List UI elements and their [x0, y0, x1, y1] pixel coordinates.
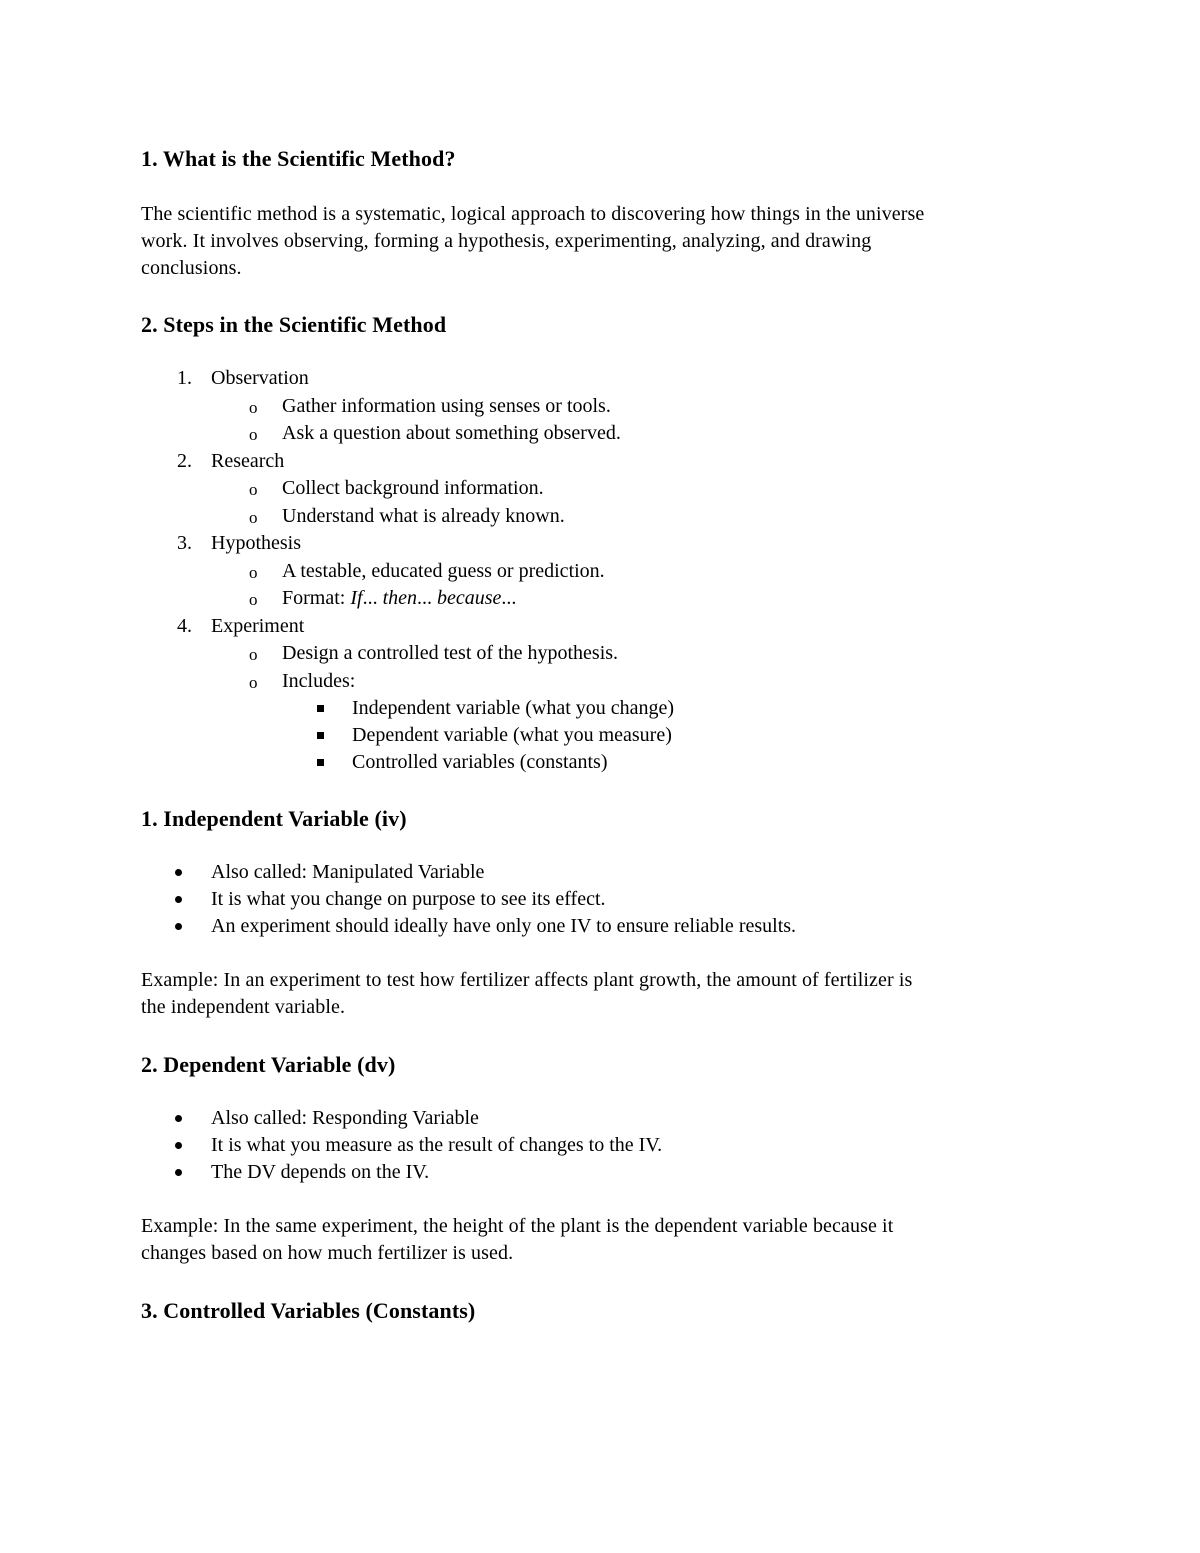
- bullet-item: Also called: Manipulated Variable: [211, 861, 485, 883]
- sub-item: Includes:: [282, 669, 356, 692]
- bullet-item: The DV depends on the IV.: [211, 1161, 430, 1183]
- step-number: 1.: [177, 367, 192, 389]
- includes-item: Controlled variables (constants): [352, 751, 608, 773]
- format-if: If: [350, 587, 363, 609]
- intro-paragraph: [141, 201, 1061, 282]
- example-line: Example: In an experiment to test how fertilizer affects plant growth, the amount of fertilizer is: [141, 969, 913, 991]
- intro-line: conclusions.: [141, 257, 242, 279]
- sub-marker: o: [249, 672, 258, 692]
- includes-item: Independent variable (what you change): [352, 697, 675, 719]
- sub-item: Collect background information.: [282, 477, 544, 499]
- format-line: [141, 585, 1061, 613]
- step-item: [141, 613, 1061, 777]
- intro-line: The scientific method is a systematic, logical approach to discovering how things in the universe: [141, 203, 925, 225]
- step-number: 3.: [177, 532, 192, 554]
- step-number: 4.: [177, 614, 192, 637]
- example-line: the independent variable.: [141, 996, 346, 1018]
- step-item: [141, 530, 1061, 613]
- bullet-icon: [175, 896, 182, 903]
- iv-bullets: [141, 859, 1061, 940]
- bullet-item: It is what you measure as the result of changes to the IV.: [211, 1134, 663, 1156]
- example-line: Example: In the same experiment, the height of the plant is the dependent variable because it: [141, 1215, 894, 1237]
- sub-marker: o: [249, 562, 258, 582]
- steps-list: [141, 365, 1061, 776]
- step-item: [141, 448, 1061, 531]
- sub-marker: o: [249, 425, 258, 444]
- heading-dependent-variable: 2. Dependent Variable (dv): [141, 1052, 396, 1077]
- step-item: [141, 365, 1061, 448]
- sub-marker: o: [249, 645, 258, 664]
- bullet-icon: [175, 923, 182, 930]
- format-dots: ...: [362, 587, 383, 609]
- sub-marker: o: [249, 397, 258, 417]
- bullet-icon: [175, 1169, 182, 1176]
- sub-item: Understand what is already known.: [282, 504, 565, 527]
- heading-independent-variable: 1. Independent Variable (iv): [141, 806, 407, 831]
- step-label: Hypothesis: [211, 532, 301, 554]
- iv-example: [141, 967, 1061, 1021]
- sub-marker: o: [249, 507, 258, 527]
- bullet-item: An experiment should ideally have only one IV to ensure reliable results.: [211, 915, 797, 937]
- step-label: Experiment: [211, 614, 305, 637]
- example-line: changes based on how much fertilizer is used.: [141, 1242, 514, 1264]
- intro-line: work. It involves observing, forming a hypothesis, experimenting, analyzing, and drawing: [141, 230, 872, 252]
- square-bullet-icon: [317, 759, 324, 766]
- heading-what-is-scientific-method: 1. What is the Scientific Method?: [141, 146, 456, 171]
- sub-marker: o: [249, 590, 258, 609]
- format-prefix: Format:: [282, 587, 351, 609]
- format-then: then: [382, 587, 417, 609]
- dv-example: [141, 1213, 1061, 1267]
- sub-item: Ask a question about something observed.: [282, 422, 621, 444]
- sub-item: Gather information using senses or tools.: [282, 394, 611, 417]
- bullet-icon: [175, 869, 182, 876]
- bullet-icon: [175, 1142, 182, 1149]
- step-label: Observation: [211, 367, 309, 389]
- bullet-item: It is what you change on purpose to see its effect.: [211, 888, 606, 910]
- square-bullet-icon: [317, 732, 324, 739]
- heading-controlled-variables: 3. Controlled Variables (Constants): [141, 1298, 476, 1323]
- step-label: Research: [211, 449, 285, 472]
- bullet-item: Also called: Responding Variable: [211, 1107, 479, 1129]
- format-because: because: [437, 587, 502, 609]
- sub-item: Design a controlled test of the hypothesis.: [282, 642, 619, 664]
- document-page: [141, 142, 1061, 1326]
- square-bullet-icon: [317, 705, 324, 712]
- sub-item: A testable, educated guess or prediction.: [282, 559, 605, 582]
- heading-steps: 2. Steps in the Scientific Method: [141, 312, 447, 337]
- dv-bullets: [141, 1105, 1061, 1186]
- sub-marker: o: [249, 480, 258, 499]
- bullet-icon: [175, 1115, 182, 1122]
- includes-item: Dependent variable (what you measure): [352, 724, 672, 746]
- step-number: 2.: [177, 449, 192, 472]
- format-dots: ...: [501, 587, 517, 609]
- format-dots: ...: [417, 587, 437, 609]
